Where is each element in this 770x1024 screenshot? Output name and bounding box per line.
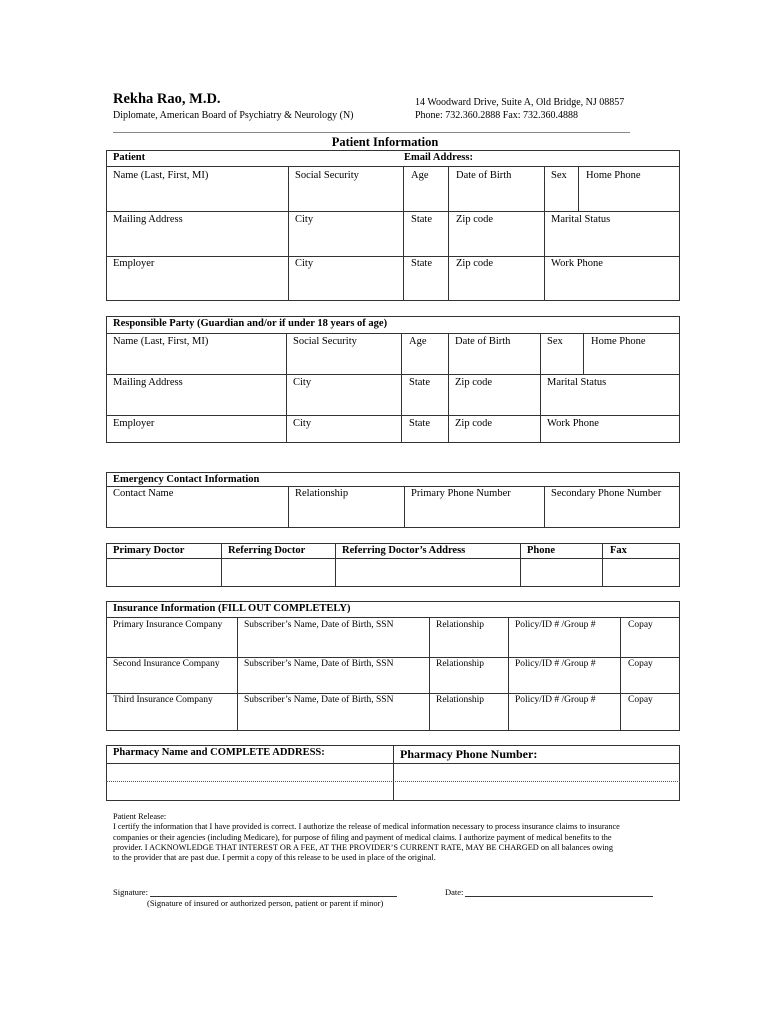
divider (544, 486, 545, 528)
date-line[interactable] (465, 896, 653, 897)
rp-mailing-address-field[interactable]: Mailing Address (113, 377, 183, 388)
signature-label: Signature: (113, 887, 148, 897)
emergency-primary-phone-field[interactable]: Primary Phone Number (411, 488, 511, 499)
patient-employer-field[interactable]: Employer (113, 258, 155, 269)
primary-policy-field[interactable]: Policy/ID # /Group # (515, 620, 596, 630)
primary-copay-field[interactable]: Copay (628, 620, 653, 630)
patient-work-phone-field[interactable]: Work Phone (551, 258, 603, 269)
rp-home-phone-field[interactable]: Home Phone (591, 336, 646, 347)
office-phone-fax: Phone: 732.360.2888 Fax: 732.360.4888 (415, 110, 579, 121)
divider (448, 166, 449, 301)
divider (106, 617, 680, 618)
third-copay-field[interactable]: Copay (628, 695, 653, 705)
divider (106, 415, 680, 416)
divider (106, 657, 680, 658)
second-copay-field[interactable]: Copay (628, 659, 653, 669)
second-insurance-company-field[interactable]: Second Insurance Company (113, 659, 220, 669)
divider (401, 333, 402, 443)
divider (620, 617, 621, 731)
rp-name-field[interactable]: Name (Last, First, MI) (113, 336, 209, 347)
divider (508, 617, 509, 731)
primary-relationship-field[interactable]: Relationship (436, 620, 485, 630)
divider (106, 558, 680, 559)
divider (288, 486, 289, 528)
date-label: Date: (445, 887, 464, 897)
doctor-name: Rekha Rao, M.D. (113, 91, 221, 107)
primary-insurance-company-field[interactable]: Primary Insurance Company (113, 620, 223, 630)
patient-dob-field[interactable]: Date of Birth (456, 170, 512, 181)
divider (544, 166, 545, 301)
emergency-contact-title: Emergency Contact Information (113, 474, 260, 485)
office-address: 14 Woodward Drive, Suite A, Old Bridge, NJ 08857 (415, 97, 625, 108)
release-line: provider. I ACKNOWLEDGE THAT INTEREST OR A FEE, AT THE PROVIDER’S CURRENT RATE, MAY BE CHARGED on all balances owing (113, 842, 613, 852)
divider (106, 256, 680, 257)
divider (286, 333, 287, 443)
divider (393, 745, 394, 801)
emergency-contact-name-field[interactable]: Contact Name (113, 488, 174, 499)
doctor-credentials: Diplomate, American Board of Psychiatry & Neurology (N) (113, 110, 354, 121)
divider (540, 333, 541, 443)
divider (583, 333, 584, 374)
patient-city-field[interactable]: City (295, 214, 314, 225)
divider (221, 543, 222, 587)
patient-zip-field[interactable]: Zip code (456, 214, 494, 225)
release-line: to the provider that are past due. I permit a copy of this release to be used in place of the original. (113, 853, 436, 863)
doctor-fax-field[interactable]: Fax (610, 545, 627, 556)
rp-employer-zip-field[interactable]: Zip code (455, 418, 493, 429)
second-subscriber-field[interactable]: Subscriber’s Name, Date of Birth, SSN (244, 659, 394, 669)
patient-release-text (113, 812, 673, 863)
divider (106, 374, 680, 375)
release-line: companies or their agencies (including Medicare), for purpose of filing and payment of medical claims. I authorize payment of medical benefits to the (113, 832, 612, 842)
pharmacy-name-address-field[interactable]: Pharmacy Name and COMPLETE ADDRESS: (113, 747, 325, 758)
divider (106, 486, 680, 487)
divider (106, 166, 680, 167)
rp-work-phone-field[interactable]: Work Phone (547, 418, 599, 429)
third-policy-field[interactable]: Policy/ID # /Group # (515, 695, 596, 705)
divider (288, 166, 289, 301)
rp-employer-city-field[interactable]: City (293, 418, 312, 429)
patient-ssn-field[interactable]: Social Security (295, 170, 359, 181)
primary-doctor-field[interactable]: Primary Doctor (113, 545, 185, 556)
rp-age-field[interactable]: Age (409, 336, 427, 347)
rp-state-field[interactable]: State (409, 377, 430, 388)
patient-name-field[interactable]: Name (Last, First, MI) (113, 170, 209, 181)
rp-zip-field[interactable]: Zip code (455, 377, 493, 388)
third-relationship-field[interactable]: Relationship (436, 695, 485, 705)
signature-note: (Signature of insured or authorized person, patient or parent if minor) (147, 898, 384, 908)
divider (602, 543, 603, 587)
patient-age-field[interactable]: Age (411, 170, 429, 181)
divider (403, 166, 404, 301)
patient-mailing-address-field[interactable]: Mailing Address (113, 214, 183, 225)
patient-employer-state-field[interactable]: State (411, 258, 432, 269)
release-line: I certify the information that I have provided is correct. I authorize the release of medical information necessary to process insurance claims to insurance (113, 822, 620, 832)
insurance-title: Insurance Information (FILL OUT COMPLETELY) (113, 603, 351, 614)
divider (578, 166, 579, 211)
divider (448, 333, 449, 443)
rp-ssn-field[interactable]: Social Security (293, 336, 357, 347)
responsible-party-title: Responsible Party (Guardian and/or if under 18 years of age) (113, 318, 388, 329)
referring-doctor-address-field[interactable]: Referring Doctor’s Address (342, 545, 466, 556)
signature-line[interactable] (150, 896, 397, 897)
patient-employer-zip-field[interactable]: Zip code (456, 258, 494, 269)
divider (429, 617, 430, 731)
third-insurance-company-field[interactable]: Third Insurance Company (113, 695, 213, 705)
patient-label: Patient (113, 152, 146, 163)
divider (106, 693, 680, 694)
primary-subscriber-field[interactable]: Subscriber’s Name, Date of Birth, SSN (244, 620, 394, 630)
email-label[interactable]: Email Address: (404, 152, 473, 163)
divider (520, 543, 521, 587)
rp-sex-field[interactable]: Sex (547, 336, 563, 347)
divider (106, 211, 680, 212)
patient-home-phone-field[interactable]: Home Phone (586, 170, 641, 181)
rp-city-field[interactable]: City (293, 377, 312, 388)
divider (404, 486, 405, 528)
emergency-secondary-phone-field[interactable]: Secondary Phone Number (551, 488, 662, 499)
third-subscriber-field[interactable]: Subscriber’s Name, Date of Birth, SSN (244, 695, 394, 705)
rp-dob-field[interactable]: Date of Birth (455, 336, 511, 347)
patient-marital-status-field[interactable]: Marital Status (551, 214, 611, 225)
emergency-relationship-field[interactable]: Relationship (295, 488, 349, 499)
rp-marital-status-field[interactable]: Marital Status (547, 377, 607, 388)
patient-employer-city-field[interactable]: City (295, 258, 314, 269)
second-policy-field[interactable]: Policy/ID # /Group # (515, 659, 596, 669)
header-divider (113, 132, 630, 133)
second-relationship-field[interactable]: Relationship (436, 659, 485, 669)
doctor-phone-field[interactable]: Phone (527, 545, 556, 556)
patient-info-title: Patient Information (331, 135, 439, 149)
divider (106, 333, 680, 334)
release-title: Patient Release: (113, 812, 167, 821)
rp-employer-field[interactable]: Employer (113, 418, 155, 429)
rp-employer-state-field[interactable]: State (409, 418, 430, 429)
patient-state-field[interactable]: State (411, 214, 432, 225)
patient-sex-field[interactable]: Sex (551, 170, 567, 181)
divider (335, 543, 336, 587)
pharmacy-phone-field[interactable]: Pharmacy Phone Number: (400, 747, 538, 761)
divider (237, 617, 238, 731)
referring-doctor-field[interactable]: Referring Doctor (228, 545, 306, 556)
